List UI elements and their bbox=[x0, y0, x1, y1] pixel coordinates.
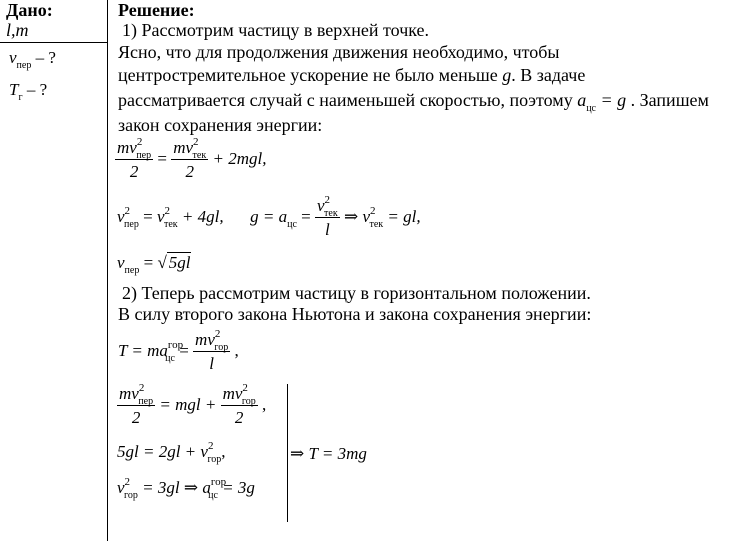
equation-gor-acceleration: $v^2_{гор} = 3gl$ ⇒ $a^{гор}_{цс} = 3g$ bbox=[117, 476, 255, 501]
step2-header: 2) Теперь рассмотрим частицу в горизонтальном положении. bbox=[122, 283, 591, 303]
step1-header: 1) Рассмотрим частицу в верхней точке. bbox=[122, 20, 430, 40]
equation-energy-2: $\frac{mv^2_{пер}}{2}$ = mgl + $\frac{mv^2_{гор}}{2}$ , bbox=[119, 382, 267, 427]
equation-energy-1: $\frac{mv^2_{пер}}{2}$ = $\frac{mv^2_{тек}}{2}$ + 2mgl, bbox=[117, 136, 267, 181]
equation-gor-velocity: $5gl = 2gl + v^2_{гор}$, bbox=[117, 440, 226, 465]
para1-line1: Ясно, что для продолжения движения необходимо, чтобы bbox=[118, 42, 560, 62]
table-left-divider bbox=[107, 0, 108, 541]
given-title: Дано: bbox=[6, 0, 53, 20]
equation-newton: $T = ma^{гор}_{цс}$ = $\frac{mv^2_{гор}}{l}$ , bbox=[118, 328, 239, 373]
find-velocity: $v_{пер}$ – ? bbox=[9, 48, 56, 71]
para2-line1: В силу второго закона Ньютона и закона сохранения энергии: bbox=[118, 304, 592, 324]
given-values: l,m bbox=[6, 20, 29, 40]
find-tension: $T_г$ – ? bbox=[9, 80, 48, 103]
equation-velocity-result: $v_{пер}$ = √ 5gl bbox=[117, 253, 191, 276]
para1-line2: центростремительное ускорение не было меньше g. В задаче bbox=[118, 65, 586, 85]
para1-line3: рассматривается случай с наименьшей скоростью, поэтому $a_{цс} = g$ . Запишем bbox=[118, 90, 709, 114]
equation-tension-result: ⇒ T = 3mg bbox=[290, 444, 367, 463]
system-bracket bbox=[287, 384, 288, 522]
equation-velocity-relation: $v^2_{пер} = v^2_{тек} + 4gl$, $g = a_{цс}$ = $\frac{v^2_{тек}}{l}$ ⇒ $v^2_{тек}$ = gl, bbox=[117, 194, 421, 239]
solution-title: Решение: bbox=[118, 0, 195, 20]
para1-line4: закон сохранения энергии: bbox=[118, 115, 323, 135]
given-separator bbox=[0, 42, 107, 43]
